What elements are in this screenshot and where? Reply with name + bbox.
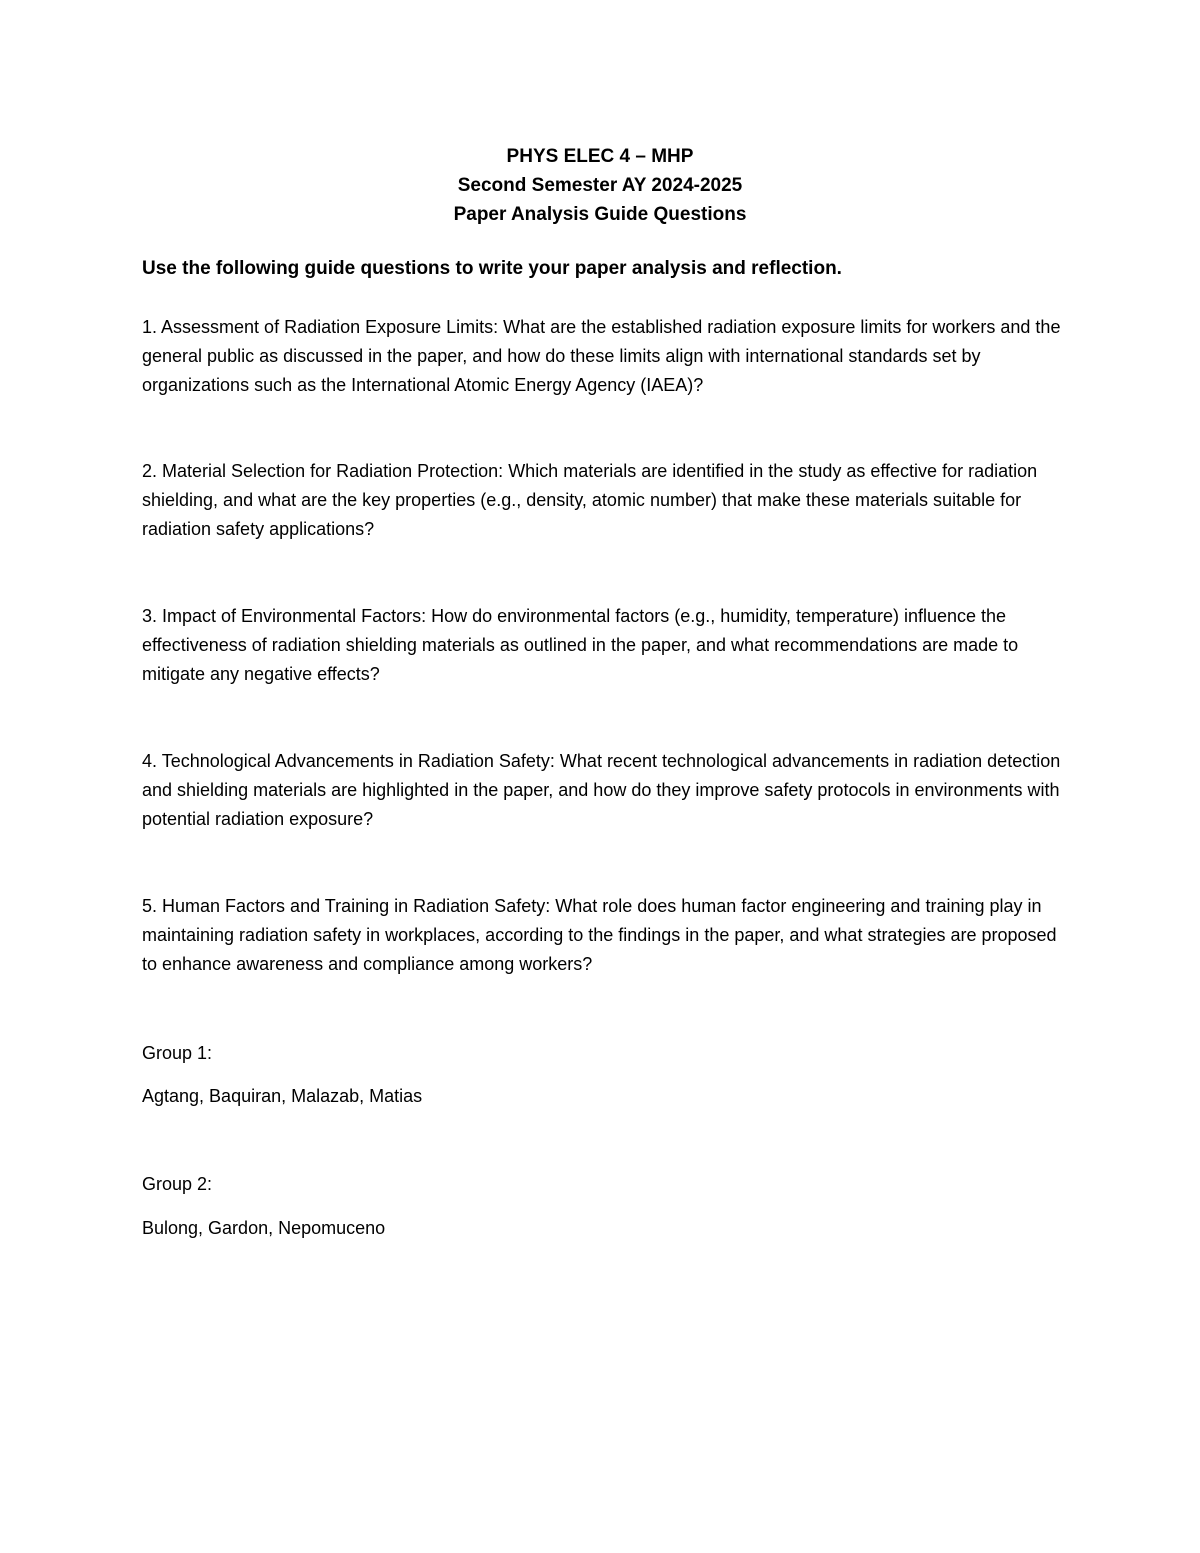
- question-1: 1. Assessment of Radiation Exposure Limits: What are the established radiation exposure limits for workers and the general public as discussed in the paper, and how do these limits align with international standards set by organizations such as the International Atomic Energy Agency (IAEA)?: [142, 317, 1061, 395]
- group-1-members: Agtang, Baquiran, Malazab, Matias: [142, 1086, 423, 1106]
- document-title: Paper Analysis Guide Questions: [453, 204, 747, 225]
- course-title: PHYS ELEC 4 – MHP: [506, 146, 694, 167]
- group-1-label: Group 1:: [142, 1043, 213, 1063]
- question-3: 3. Impact of Environmental Factors: How do environmental factors (e.g., humidity, temperature) influence the effectiveness of radiation shielding materials as outlined in the paper, and what recommendations are made to mitigate any negative effects?: [142, 606, 1019, 684]
- semester-label: Second Semester AY 2024-2025: [457, 175, 743, 196]
- group-2-members: Bulong, Gardon, Nepomuceno: [142, 1218, 386, 1238]
- question-5: 5. Human Factors and Training in Radiation Safety: What role does human factor engineering and training play in maintaining radiation safety in workplaces, according to the findings in the paper, and what strategies are proposed to enhance awareness and compliance among workers?: [142, 896, 1057, 974]
- instruction-text: Use the following guide questions to write your paper analysis and reflection.: [142, 258, 842, 279]
- question-4: 4. Technological Advancements in Radiation Safety: What recent technological advancements in radiation detection and shielding materials are highlighted in the paper, and how do they improve safety protocols in environments with potential radiation exposure?: [142, 751, 1061, 829]
- group-2-label: Group 2:: [142, 1174, 213, 1194]
- document-header: [0, 142, 1200, 229]
- question-2: 2. Material Selection for Radiation Protection: Which materials are identified in the study as effective for radiation shielding, and what are the key properties (e.g., density, atomic number) that make these materials suitable for radiation safety applications?: [142, 461, 1038, 539]
